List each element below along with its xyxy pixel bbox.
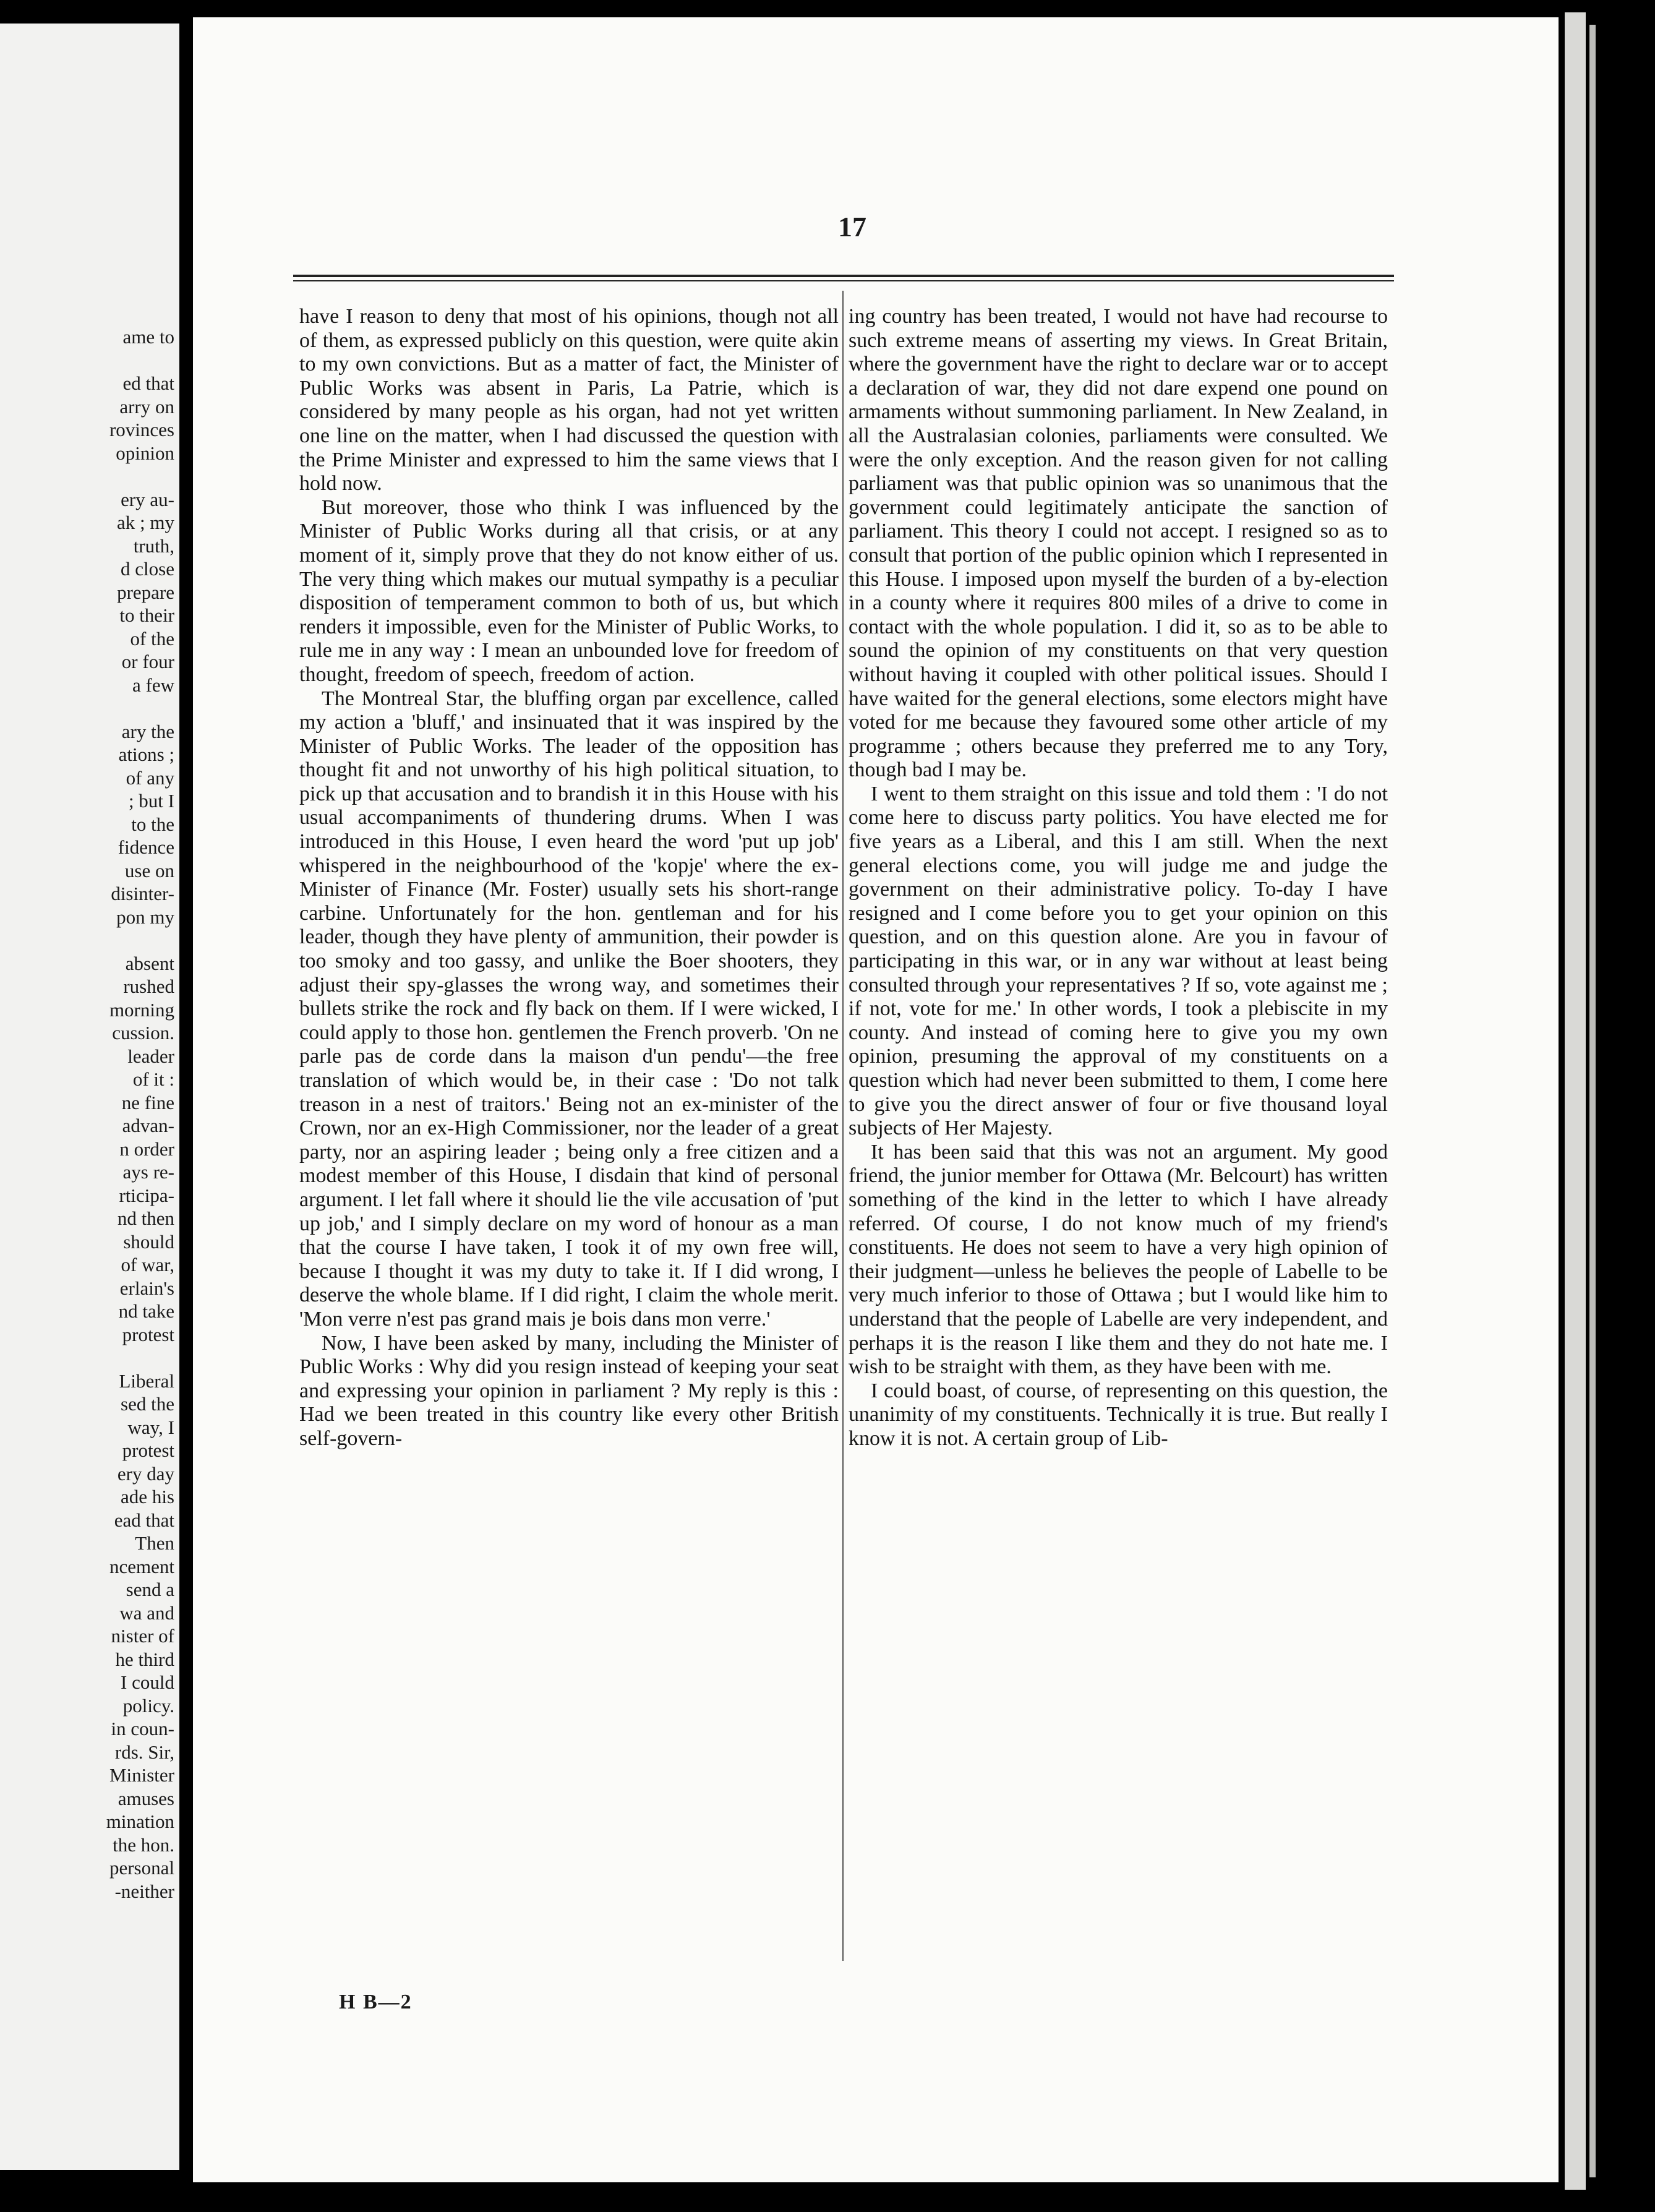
fragment-line: of it : bbox=[132, 1068, 174, 1090]
fragment-line: absent bbox=[125, 952, 174, 974]
fragment-line: rushed bbox=[123, 975, 174, 997]
fragment-line: rds. Sir, bbox=[114, 1741, 174, 1763]
fragment-line: of war, bbox=[121, 1254, 174, 1275]
fragment-line: ade his bbox=[121, 1486, 174, 1507]
fragment-line: protest bbox=[122, 1439, 174, 1461]
fragment-line: or four bbox=[121, 651, 174, 672]
fragment-line: way, I bbox=[127, 1416, 174, 1438]
fragment-line: Liberal bbox=[119, 1370, 174, 1392]
fragment-line bbox=[7, 465, 174, 488]
fragment-line: leader bbox=[127, 1045, 174, 1067]
right-text-column bbox=[849, 305, 1388, 1451]
fragment-line: ery au- bbox=[121, 488, 174, 510]
fragment-line bbox=[7, 928, 174, 952]
fragment-line: of the bbox=[130, 627, 174, 649]
fragment-line: truth, bbox=[133, 534, 174, 557]
header-rule bbox=[293, 275, 1394, 277]
paragraph: But moreover, those who think I was influenced by the Minister of Public Works during all that crisis, or at any moment of it, simply prove that they do not know either of us. The very thing which makes our mutual sympathy is a peculiar disposition of temperament common to both of us, but which renders it impossible, even for the Minister of Public Works, to rule me in any way : I mean an unbounded love for freedom of thought, freedom of speech, freedom of action. bbox=[299, 495, 839, 686]
paragraph: have I reason to deny that most of his opinions, though not all of them, as expressed publicly on this question, were quite akin to my own convictions. But as a matter of fact, the Minister of Public Works was absent in Paris, La Patrie, which is considered by many people as his organ, had not yet written one line on the matter, when I had discussed the question with the Prime Minister and expressed to him the same views that I hold now. bbox=[299, 305, 839, 495]
fragment-line: ncement bbox=[109, 1555, 174, 1577]
paragraph: The Montreal Star, the bluffing organ par excellence, called my action a 'bluff,' and insinuated that it was inspired by the Minister of Public Works. The leader of the opposition has thought fit and not unworthy of his high political situation, to pick up that accusation and to brandish it in this House with his usual accompaniments of thundering drums. When I was introduced in this House, I even heard the word 'put up job' whispered in the neighbourhood of the 'kopje' where the ex-Minister of Finance (Mr. Foster) usually sets his short-range carbine. Unfortunately for the hon. gentleman and for his leader, though they have plenty of ammunition, their powder is too smoky and too gassy, and unlike the Boer shooters, they adjust their spy-glasses the wrong way, and sometimes their bullets strike the rock and fly back on them. If I were wicked, I could apply to those hon. gentlemen the French proverb. 'On ne parle pas de corde dans la maison d'un pendu'—the free translation of which would be, in their case : 'Do not talk treason in a nest of traitors.' Being not an ex-minister of the Crown, nor an ex-High Commissioner, nor the leader of a great party, nor an aspiring leader ; being only a free citizen and a modest member of this House, I disdain that kind of personal argument. I let fall where it should lie the vile accusation of 'put up job,' and I simply declare on my word of honour as a man that the course I have taken, I took it of my own free will, because I thought it was my duty to take it. If I did wrong, I deserve the whole blame. If I did right, I claim the whole merit. 'Mon verre n'est pas grand mais je bois dans mon verre.' bbox=[299, 687, 839, 1331]
scan-border bbox=[1559, 0, 1655, 2212]
fragment-line: nd then bbox=[117, 1207, 174, 1229]
facing-page-fragment bbox=[0, 24, 179, 2170]
fragment-line: ne fine bbox=[121, 1091, 174, 1113]
fragment-line: fidence bbox=[118, 836, 174, 858]
fragment-line: disinter- bbox=[111, 883, 174, 904]
fragment-line: morning bbox=[109, 998, 174, 1021]
fragment-line: I could bbox=[121, 1671, 174, 1693]
fragment-line: ed that bbox=[122, 372, 174, 394]
paragraph: ing country has been treated, I would not have had recourse to such extreme means of asserting my views. In Great Britain, where the government have the right to declare war or to accept a declaration of war, they did not dare expend one pound on armaments without summoning parliament. In New Zealand, in all the Australasian colonies, parliaments were consulted. We were the only exception. And the reason given for not calling parliament was that public opinion was so unanimous that the government could legitimately anticipate the sanction of parliament. This theory I could not accept. I resigned so as to consult that portion of the public opinion which I represented in this House. I imposed upon myself the burden of a by-election in a county where it requires 800 miles of a drive to come in contact with the whole population. I did it, so as to be able to sound the opinion of my constituents on that very question without having it coupled with other political issues. Should I have waited for the general elections, some electors might have voted for me because they favoured some other article of my programme ; others because they preferred me to any Tory, though bad I may be. bbox=[849, 305, 1388, 782]
book-gutter bbox=[183, 24, 192, 2170]
fragment-line: rovinces bbox=[109, 419, 174, 440]
fragment-line: protest bbox=[122, 1323, 174, 1345]
fragment-line: use on bbox=[124, 859, 174, 881]
paragraph: I went to them straight on this issue and told them : 'I do not come here to discuss party politics. You have elected me for five years as a Liberal, and this I am still. When the next general elections come, you will judge me and judge the government on their administrative policy. To-day I have resigned and I come before you to get your opinion on this question, and on this question alone. Are you in favour of participating in this war, or in any war without at least being consulted through your representatives ? If so, vote against me ; if not, vote for me.' In other words, I took a plebiscite in my county. And instead of coming here to give you my own opinion, presuming the approval of my constituents on a question which had never been submitted to them, I come here to give you the direct answer of four or five thousand loyal subjects of Her Majesty. bbox=[849, 782, 1388, 1140]
fragment-line: ary the bbox=[121, 720, 174, 742]
paragraph: Now, I have been asked by many, including the Minister of Public Works : Why did you resign instead of keeping your seat and expressing your opinion in parliament ? My reply is this : Had we been treated in this country like every other British self-govern- bbox=[299, 1331, 839, 1450]
fragment-line bbox=[7, 697, 174, 720]
fragment-line: a few bbox=[132, 674, 174, 696]
fragment-line: rticipa- bbox=[119, 1184, 174, 1206]
fragment-line: erlain's bbox=[119, 1277, 174, 1299]
fragment-line: should bbox=[123, 1230, 174, 1253]
paragraph: I could boast, of course, of representing on this question, the unanimity of my constituents. Technically it is true. But really I know it is not. A certain group of Lib- bbox=[849, 1379, 1388, 1450]
fragment-line: in coun- bbox=[111, 1718, 174, 1739]
fragment-line: cussion. bbox=[112, 1022, 174, 1044]
fragment-line: sed the bbox=[121, 1393, 174, 1415]
fragment-line: nd take bbox=[118, 1300, 174, 1322]
fragment-line: -neither bbox=[114, 1880, 174, 1902]
fragment-line: ak ; my bbox=[117, 512, 174, 533]
fragment-line: arry on bbox=[119, 395, 174, 418]
fragment-line: the hon. bbox=[113, 1833, 174, 1856]
column-divider bbox=[842, 291, 844, 1961]
fragment-line: mination bbox=[106, 1811, 174, 1832]
fragment-line: advan- bbox=[122, 1115, 174, 1136]
fragment-line: of any bbox=[126, 766, 174, 789]
page-edge bbox=[1565, 12, 1586, 2190]
facing-page-text bbox=[7, 325, 174, 1903]
fragment-line: send a bbox=[126, 1579, 174, 1600]
fragment-line bbox=[7, 349, 174, 372]
fragment-line: nister of bbox=[111, 1625, 174, 1647]
fragment-line: ame to bbox=[122, 326, 174, 348]
fragment-line: prepare bbox=[117, 581, 174, 603]
fragment-line: ead that bbox=[114, 1509, 174, 1531]
fragment-line: he third bbox=[115, 1648, 174, 1670]
fragment-line: ations ; bbox=[118, 744, 174, 765]
left-text-column bbox=[299, 305, 839, 1451]
fragment-line: opinion bbox=[116, 442, 174, 464]
fragment-line: pon my bbox=[116, 906, 174, 928]
fragment-line: policy. bbox=[122, 1694, 174, 1717]
fragment-line: Then bbox=[135, 1532, 174, 1554]
fragment-line: personal bbox=[109, 1857, 174, 1879]
printer-signature: H B—2 bbox=[339, 1991, 413, 2013]
page-number: 17 bbox=[838, 211, 866, 242]
fragment-line: amuses bbox=[118, 1787, 174, 1809]
paragraph: It has been said that this was not an argument. My good friend, the junior member for Ottawa (Mr. Belcourt) has written something of the kind in the letter to which I have already referred. Of course, I do not know much of my friend's constituents. He does not seem to have a very high opinion of their judgment—unless he believes the people of Labelle to be very much inferior to those of Ottawa ; but I would like him to understand that the people of Labelle are very independent, and perhaps it is the reason I like them and they do not hate me. I wish to be straight with them, as they have been with me. bbox=[849, 1140, 1388, 1379]
fragment-line: ; but I bbox=[128, 790, 174, 812]
header-rule-thin bbox=[293, 280, 1394, 281]
fragment-line bbox=[7, 1346, 174, 1370]
fragment-line: Minister bbox=[109, 1764, 174, 1786]
fragment-line: to the bbox=[131, 813, 174, 835]
page-edge-inner bbox=[1589, 25, 1596, 2177]
fragment-line: d close bbox=[121, 558, 174, 580]
fragment-line: to their bbox=[119, 604, 174, 626]
fragment-line: ays re- bbox=[122, 1161, 174, 1183]
fragment-line: wa and bbox=[119, 1601, 174, 1624]
fragment-line: n order bbox=[119, 1138, 174, 1160]
fragment-line: ery day bbox=[117, 1462, 174, 1485]
